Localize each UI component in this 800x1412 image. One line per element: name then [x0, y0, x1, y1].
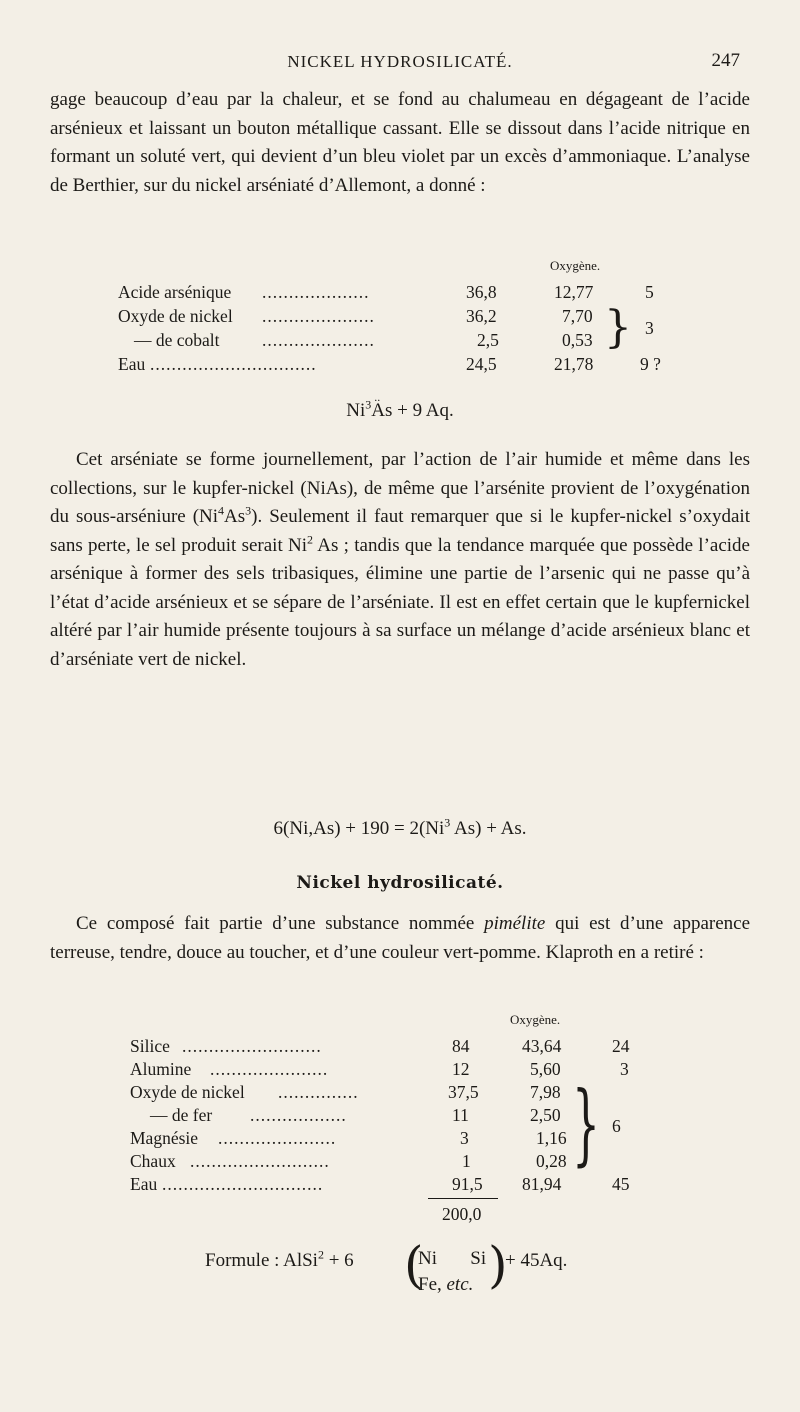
formula-pimelite: Formule : AlSi$^2$ + 6 ( Ni Si Fe, etc. ) + 45Aq. — [205, 1236, 568, 1295]
formula-decomposition: $6(Ni,As) + 190 = 2(Ni^3$ As) + As. — [273, 815, 527, 839]
close-paren: ) — [488, 1236, 508, 1294]
paragraph-arseniate-properties: gage beaucoup d’eau par la chaleur, et se fond au chalumeau en dégageant de l’acide arsénieux et laissant un bouton métallique cassant. Elle se dissout dans l’acide nitrique en formant un soluté vert, qui devient d’un bleu violet par un excès d’ammoniaque. L’analyse de Berthier, sur du nickel arséniaté d’Allemont, a donné : — [50, 89, 750, 196]
formula-arseniate: Ni$^3$ .. As + 9 Aq. — [346, 390, 454, 421]
analysis-table-berthier: Oxygène. Acide arsénique .................... 36,8 12,77 5 Oxyde de nickel ..................... 36,2 7,70 — de cobalt ..................... 2,5 0,53 } 3 Eau ............................... 24,5 21,78 9 ? — [118, 258, 661, 374]
total-rule — [428, 1198, 498, 1199]
oxygen-column-header: Oxygène. — [510, 1012, 561, 1027]
section-heading: Nickel hydrosilicaté. — [296, 873, 504, 893]
total-value: 200,0 — [442, 1204, 482, 1224]
group-ratio: 3 — [645, 318, 654, 338]
running-title: NICKEL HYDROSILICATÉ. — [287, 52, 513, 71]
paragraph-pimelite: Ce composé fait partie d’une substance nommée pimélite qui est d’une apparence terreuse, tendre, douce au toucher, et d’une couleur vert-pomme. Klaproth en a retiré : — [50, 913, 751, 963]
group-brace: } — [604, 302, 632, 353]
analysis-table-klaproth: Oxygène. Silice .......................... 84 43,64 24 Alumine ...................... 12 5,60 3 Oxyde de nickel ............... 37,5 7,98 — de fer .................. 11 2,50 Magnésie ...................... 3 1,16 Chaux .......................... 1 0,28 } 6 Eau .............................. 91,5 81,94 45 — [130, 1012, 630, 1194]
paragraph-formation: Cet arséniate se forme journellement, par l’action de l’air humide et même dans les collections, sur le kupfer-nickel (NiAs), de même que l’arsénite provient de l’oxygénation du sous-arséniure (Ni$^4$As$^3$). Seulement il faut remarquer que si le kupfer-nickel s’oxydait sans perte, le sel produit serait Ni$^2$ As ; tandis que la tendance marquée que possède l’acide arsénique à former des sels tribasiques, élimine une partie de l’arsenic qui ne passe qu’à l’état d’acide arsénieux et se sépare de l’arséniate. Il est en effet certain que le kupfernickel altéré par l’air humide présente toujours à sa surface un mélange d’acide arsénieux blanc et d’arséniate vert de nickel. — [50, 449, 750, 670]
oxygen-column-header: Oxygène. — [550, 258, 601, 273]
open-paren: ( — [404, 1236, 424, 1294]
page-number: 247 — [711, 50, 740, 71]
running-header — [0, 50, 800, 80]
group-ratio: 6 — [612, 1116, 621, 1136]
group-brace: } — [572, 1072, 600, 1175]
